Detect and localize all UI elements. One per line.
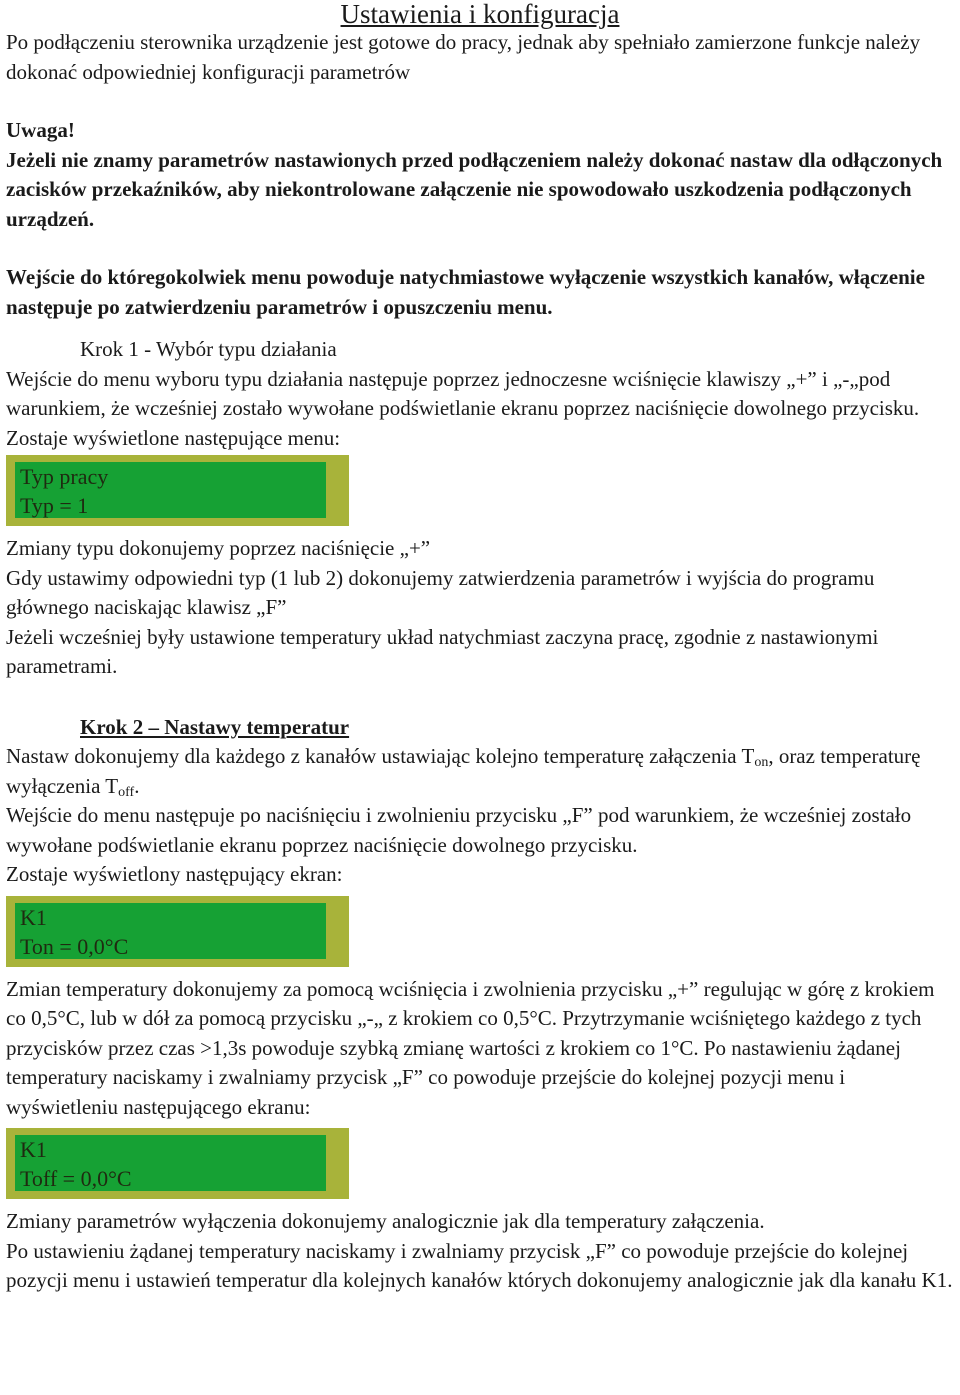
lcd-screen	[15, 462, 326, 518]
intro-paragraph: Po podłączeniu sterownika urządzenie jest gotowe do pracy, jednak aby spełniało zamierzone funkcje należy dokonać odpowiedniej konfiguracji parametrów	[6, 30, 921, 84]
step2-paragraph-2: Wejście do menu następuje po naciśnięciu i zwolnieniu przycisku „F” pod warunkiem, że wcześniej zostało wywołane podświetlanie ekranu poprzez naciśnięcie dowolnego przycisku.	[6, 803, 912, 857]
step2-paragraph-5: Zmiany parametrów wyłączenia dokonujemy analogicznie jak dla temperatury załączenia.	[6, 1209, 765, 1233]
step1-heading: Krok 1 - Wybór typu działania	[80, 337, 337, 361]
lcd-screen	[15, 1135, 326, 1191]
step2-p1-part-b: , oraz temperaturę wyłączenia T	[6, 744, 921, 798]
step1-paragraph-3: Zmiany typu dokonujemy poprzez naciśnięcie „+”	[6, 536, 431, 560]
lcd-screen	[15, 903, 326, 959]
page-title: Ustawienia i konfiguracja	[340, 0, 620, 29]
step1-paragraph-5: Jeżeli wcześniej były ustawione temperatury układ natychmiast zaczyna pracę, zgodnie z nastawionymi parametrami.	[6, 624, 879, 678]
step2-paragraph-3: Zostaje wyświetlony następujący ekran:	[6, 862, 343, 886]
step2-p1-part-a: Nastaw dokonujemy dla każdego z kanałów ustawiając kolejno temperaturę załączenia T	[6, 744, 755, 768]
lcd-display-type	[6, 455, 349, 526]
lcd-line-1: K1	[20, 1137, 47, 1162]
step2-paragraph-6: Po ustawieniu żądanej temperatury naciskamy i zwalniamy przycisk „F” co powoduje przejście do kolejnej pozycji menu i ustawień temperatur dla kolejnych kanałów których dokonujemy analogicznie jak dla kanału K1.	[6, 1238, 953, 1292]
lcd-line-2: Typ = 1	[20, 493, 89, 518]
lcd-line-2: Toff = 0,0°C	[20, 1166, 132, 1191]
lcd-display-ton	[6, 896, 349, 967]
step1-paragraph-4: Gdy ustawimy odpowiedni typ (1 lub 2) dokonujemy zatwierdzenia parametrów i wyjścia do programu głównego naciskając klawisz „F”	[6, 565, 875, 619]
step2-paragraph-1	[6, 742, 954, 801]
step2-paragraph-4: Zmian temperatury dokonujemy za pomocą wciśnięcia i zwolnienia przycisku „+” regulując w górę z krokiem co 0,5°C, lub w dół za pomocą przycisku „-„ z krokiem co 0,5°C. Przytrzymanie wciśniętego każdego z tych przycisków przez czas >1,3s powoduje szybką zmianę wartości z krokiem co 1°C. Po nastawieniu żądanej temperatury naciskamy i zwalniamy przycisk „F” co powoduje przejście do kolejnej pozycji menu i wyświetleniu następującego ekranu:	[6, 976, 935, 1119]
lcd-display-toff	[6, 1128, 349, 1199]
step2-heading	[6, 713, 954, 743]
menu-notice: Wejście do któregokolwiek menu powoduje natychmiastowe wyłączenie wszystkich kanałów, włączenie następuje po zatwierdzeniu parametrów i opuszczeniu menu.	[6, 265, 925, 319]
step2-heading-text: Krok 2 – Nastawy temperatur	[80, 714, 350, 739]
lcd-line-1: K1	[20, 904, 47, 930]
step2-p1-part-c: .	[134, 773, 140, 798]
step1-paragraph-1: Wejście do menu wyboru typu działania następuje poprzez jednoczesne wciśnięcie klawiszy „+” i „-„pod warunkiem, że wcześniej zostało wywołane podświetlanie ekranu poprzez naciśnięcie dowolnego przycisku.	[6, 366, 920, 420]
warning-text: Jeżeli nie znamy parametrów nastawionych przed podłączeniem należy dokonać nastaw dla odłączonych zacisków przekaźników, aby niekontrolowane załączenie nie spowodowało uszkodzenia podłączonych urządzeń.	[6, 147, 943, 231]
subscript-on: on	[754, 755, 769, 770]
warning-label: Uwaga!	[6, 118, 75, 142]
subscript-off: off	[118, 784, 135, 800]
lcd-line-2: Ton = 0,0°C	[20, 933, 129, 959]
step1-paragraph-2: Zostaje wyświetlone następujące menu:	[6, 425, 341, 450]
lcd-line-1: Typ pracy	[20, 464, 109, 489]
